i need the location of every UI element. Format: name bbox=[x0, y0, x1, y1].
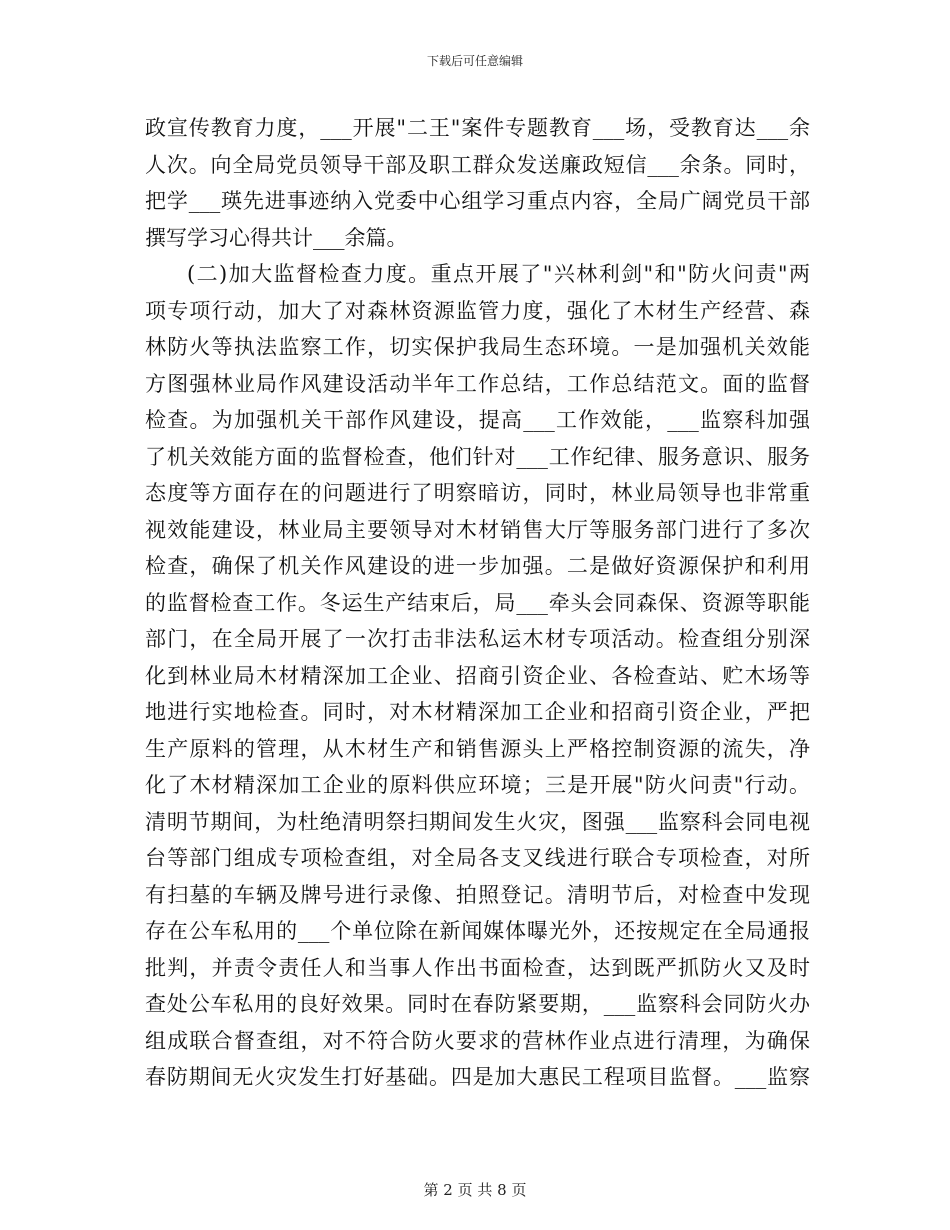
text-line: 撰写学习心得共计___余篇。 bbox=[145, 225, 408, 250]
text-line: 态度等方面存在的问题进行了明察暗访，同时，林业局领导也非常重 bbox=[145, 481, 810, 505]
text-line: 人次。向全局党员领导干部及职工群众发送廉政短信___余条。同时， bbox=[145, 152, 810, 177]
text-line: 了机关效能方面的监督检查，他们针对___工作纪律、服务意识、服务 bbox=[145, 444, 810, 469]
text-line: 地进行实地检查。同时，对木材精深加工企业和招商引资企业，严把 bbox=[145, 700, 810, 724]
text-line: 化到林业局木材精深加工企业、招商引资企业、各检查站、贮木场等 bbox=[145, 663, 810, 688]
text-line: 存在公车私用的___个单位除在新闻媒体曝光外，还按规定在全局通报 bbox=[145, 919, 810, 943]
text-line: 检查。为加强机关干部作风建设，提高___工作效能，___监察科加强 bbox=[145, 408, 810, 432]
text-line: 组成联合督查组，对不符合防火要求的营林作业点进行清理，为确保 bbox=[145, 1028, 810, 1053]
text-line: 检查，确保了机关作风建设的进一步加强。二是做好资源保护和利用 bbox=[145, 554, 810, 578]
text-line: 的监督检查工作。冬运生产结束后，局___牵头会同森保、资源等职能 bbox=[145, 590, 810, 615]
text-line: 查处公车私用的良好效果。同时在春防紧要期，___监察科会同防火办 bbox=[145, 992, 810, 1016]
page-header: 下载后可任意编辑 bbox=[426, 54, 523, 68]
text-line: 方图强林业局作风建设活动半年工作总结，工作总结范文。面的监督 bbox=[145, 371, 810, 396]
text-line: 化了木材精深加工企业的原料供应环境；三是开展"防火问责"行动。 bbox=[145, 773, 810, 797]
text-line: 批判，并责令责任人和当事人作出书面检查，达到既严抓防火又及时 bbox=[145, 955, 810, 980]
text-line: 春防期间无火灾发生打好基础。四是加大惠民工程项目监督。___监察 bbox=[145, 1065, 810, 1089]
text-line: 把学___瑛先进事迹纳入党委中心组学习重点内容，全局广阔党员干部 bbox=[145, 189, 810, 213]
text-line: 项专项行动，加大了对森林资源监管力度，强化了木材生产经营、森 bbox=[145, 298, 810, 323]
paragraph bbox=[145, 256, 810, 1096]
text-line: 台等部门组成专项检查组，对全局各支叉线进行联合专项检查，对所 bbox=[145, 846, 810, 870]
text-line: (二)加大监督检查力度。重点开展了"兴林利剑"和"防火问责"两 bbox=[187, 262, 810, 286]
paragraph bbox=[145, 110, 810, 256]
text-line: 清明节期间，为杜绝清明祭扫期间发生火灾，图强___监察科会同电视 bbox=[145, 809, 810, 834]
page-number: 第 2 页 共 8 页 bbox=[423, 1181, 527, 1199]
text-line: 视效能建设，林业局主要领导对木材销售大厅等服务部门进行了多次 bbox=[145, 517, 810, 542]
document-body bbox=[145, 110, 810, 1096]
text-line: 林防火等执法监察工作，切实保护我局生态环境。一是加强机关效能 bbox=[145, 335, 810, 359]
text-line: 有扫墓的车辆及牌号进行录像、拍照登记。清明节后，对检查中发现 bbox=[145, 882, 810, 907]
text-line: 部门，在全局开展了一次打击非法私运木材专项活动。检查组分别深 bbox=[145, 627, 810, 651]
text-line: 政宣传教育力度，___开展"二王"案件专题教育___场，受教育达___余 bbox=[145, 116, 810, 140]
text-line: 生产原料的管理，从木材生产和销售源头上严格控制资源的流失，净 bbox=[145, 736, 810, 761]
